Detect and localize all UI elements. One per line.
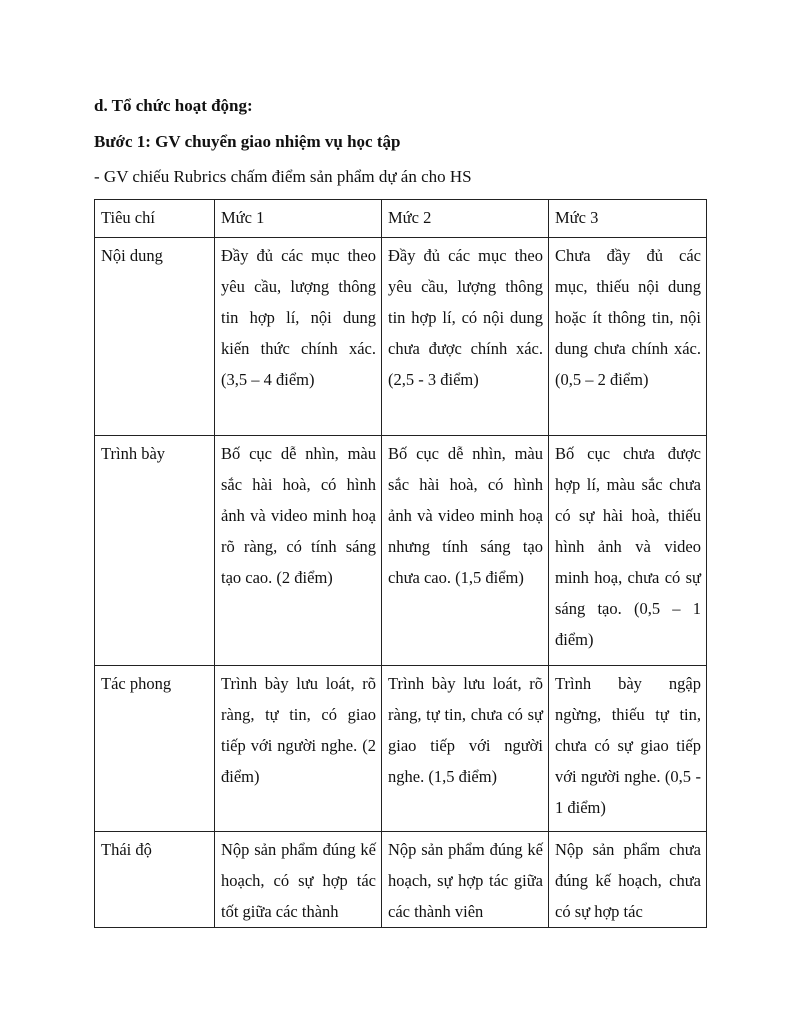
header-level-3: Mức 3 (549, 200, 707, 238)
level-1-cell: Đầy đủ các mục theo yêu cầu, lượng thông tin hợp lí, nội dung kiến thức chính xác. (3,5 – 4 điểm) (215, 238, 382, 436)
level-2-cell: Bố cục dễ nhìn, màu sắc hài hoà, có hình ảnh và video minh hoạ nhưng tính sáng tạo chưa cao. (1,5 điểm) (382, 436, 549, 666)
level-1-cell: Nộp sản phẩm đúng kế hoạch, có sự hợp tác tốt giữa các thành (215, 832, 382, 928)
level-3-cell: Trình bày ngập ngừng, thiếu tự tin, chưa có sự giao tiếp với người nghe. (0,5 - 1 điểm) (549, 666, 707, 832)
table-header-row (95, 200, 707, 238)
rubric-table (94, 199, 707, 928)
level-2-cell: Đầy đủ các mục theo yêu cầu, lượng thông tin hợp lí, có nội dung chưa được chính xác. (2,5 - 3 điểm) (382, 238, 549, 436)
level-1-cell: Trình bày lưu loát, rõ ràng, tự tin, có giao tiếp với người nghe. (2 điểm) (215, 666, 382, 832)
level-3-cell: Chưa đầy đủ các mục, thiếu nội dung hoặc ít thông tin, nội dung chưa chính xác. (0,5 – 2 điểm) (549, 238, 707, 436)
step-heading: Bước 1: GV chuyển giao nhiệm vụ học tập (94, 132, 401, 151)
level-1-cell: Bố cục dễ nhìn, màu sắc hài hoà, có hình ảnh và video minh hoạ rõ ràng, có tính sáng tạo cao. (2 điểm) (215, 436, 382, 666)
header-level-2: Mức 2 (382, 200, 549, 238)
criterion-cell: Trình bày (95, 436, 215, 666)
level-3-cell: Nộp sản phẩm chưa đúng kế hoạch, chưa có sự hợp tác (549, 832, 707, 928)
table-row (95, 832, 707, 928)
criterion-cell: Nội dung (95, 238, 215, 436)
criterion-cell: Thái độ (95, 832, 215, 928)
table-row (95, 238, 707, 436)
level-3-cell: Bố cục chưa được hợp lí, màu sắc chưa có sự hài hoà, thiếu hình ảnh và video minh hoạ, chưa có sự sáng tạo. (0,5 – 1 điểm) (549, 436, 707, 666)
header-level-1: Mức 1 (215, 200, 382, 238)
table-row (95, 436, 707, 666)
table-row (95, 666, 707, 832)
intro-line: - GV chiếu Rubrics chấm điểm sản phẩm dự án cho HS (94, 167, 472, 186)
level-2-cell: Trình bày lưu loát, rõ ràng, tự tin, chưa có sự giao tiếp với người nghe. (1,5 điểm) (382, 666, 549, 832)
section-heading: d. Tổ chức hoạt động: (94, 96, 253, 115)
header-criterion: Tiêu chí (95, 200, 215, 238)
criterion-cell: Tác phong (95, 666, 215, 832)
level-2-cell: Nộp sản phẩm đúng kế hoạch, sự hợp tác giữa các thành viên (382, 832, 549, 928)
